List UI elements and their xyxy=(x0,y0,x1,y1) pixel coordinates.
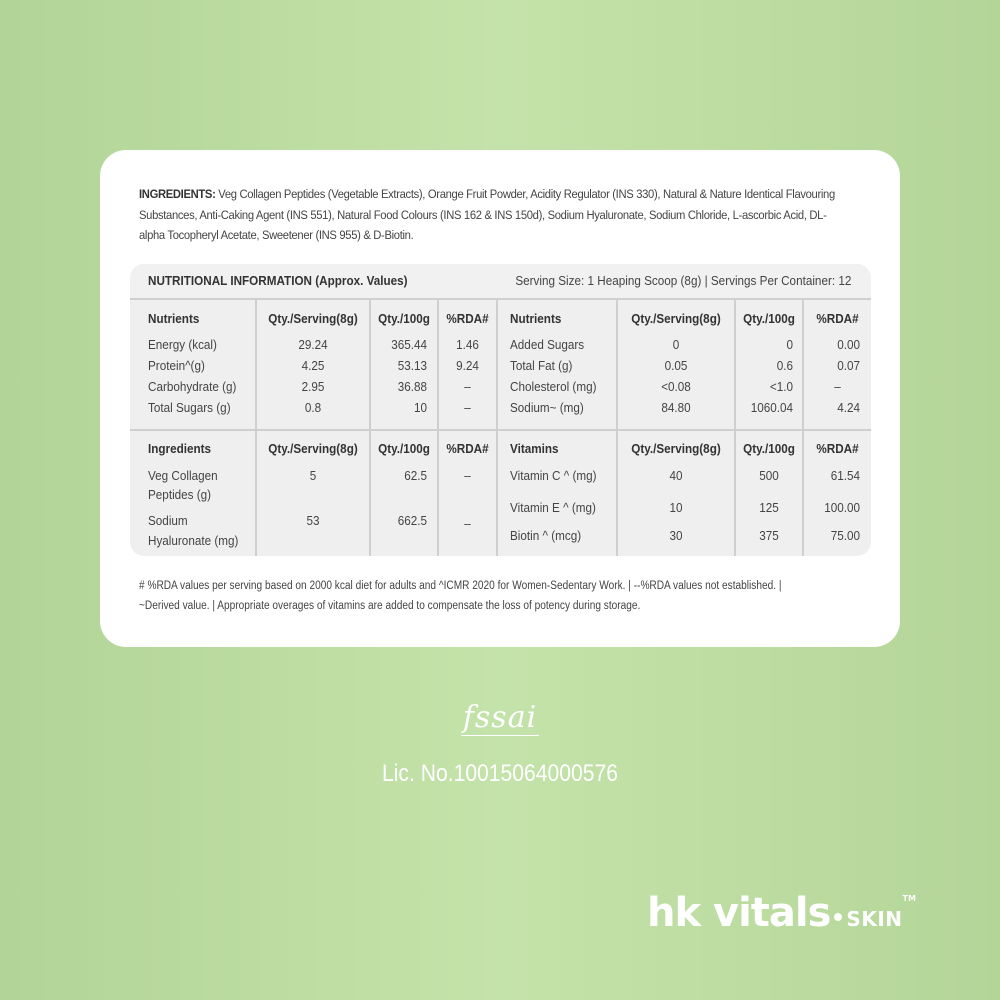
grid-line xyxy=(802,300,804,556)
qty-100g: 375 xyxy=(759,528,779,543)
rda-value: 61.54 xyxy=(830,468,860,483)
qty-serving: 5 xyxy=(309,468,317,483)
qty-serving: 0.05 xyxy=(664,358,688,373)
column-header: Qty./Serving(8g) xyxy=(268,441,358,456)
nutrient-name: Carbohydrate (g) xyxy=(148,379,237,394)
nutrition-table xyxy=(130,264,871,556)
nutrient-name: Total Fat (g) xyxy=(510,358,573,373)
column-header: Qty./100g xyxy=(743,441,795,456)
rda-value: 100.00 xyxy=(824,500,860,515)
column-header: Nutrients xyxy=(510,311,562,326)
grid-line xyxy=(616,300,618,556)
qty-serving: 0.8 xyxy=(304,400,322,415)
qty-serving: 10 xyxy=(669,500,683,515)
column-header: %RDA# xyxy=(446,441,489,456)
rda-value: – xyxy=(834,379,841,394)
ingredient-name-line2: Hyaluronate (mg) xyxy=(148,533,239,548)
column-header: Qty./Serving(8g) xyxy=(631,311,721,326)
rda-value: 0.00 xyxy=(837,337,860,352)
nutrient-name: Sodium~ (mg) xyxy=(510,400,584,415)
column-header: Vitamins xyxy=(510,441,559,456)
qty-serving: 84.80 xyxy=(661,400,691,415)
nutrient-name: Protein^(g) xyxy=(148,358,205,373)
ingredients-label: INGREDIENTS: xyxy=(139,187,216,201)
rda-value: 4.24 xyxy=(837,400,860,415)
rda-value: – xyxy=(464,400,471,415)
vitamin-name: Vitamin C ^ (mg) xyxy=(510,468,597,483)
qty-100g: 0 xyxy=(786,337,793,352)
rda-value: 0.07 xyxy=(837,358,860,373)
rda-value: – xyxy=(464,468,471,483)
qty-serving: 53 xyxy=(306,513,320,528)
column-header: Qty./100g xyxy=(743,311,795,326)
ingredient-name-line2: Peptides (g) xyxy=(148,487,212,502)
nutrient-name: Added Sugars xyxy=(510,337,585,352)
trademark: TM xyxy=(902,894,916,903)
footnote-line-1: # %RDA values per serving based on 2000 kcal diet for adults and ^ICMR 2020 for Women-Sedentary Work. | --%RDA values not established. | xyxy=(139,580,782,592)
vitamin-name: Biotin ^ (mcg) xyxy=(510,528,582,543)
column-header: Nutrients xyxy=(148,311,200,326)
nutrient-name: Energy (kcal) xyxy=(148,337,217,352)
nutrition-table-header xyxy=(130,264,871,300)
column-header: Qty./Serving(8g) xyxy=(631,441,721,456)
brand-logo xyxy=(647,890,916,936)
qty-100g: 500 xyxy=(759,468,779,483)
column-header: Qty./100g xyxy=(378,441,430,456)
vitamin-name: Vitamin E ^ (mg) xyxy=(510,500,596,515)
footnote-line-2: ~Derived value. | Appropriate overages of vitamins are added to compensate the loss of potency during storage. xyxy=(139,599,641,612)
serving-info: Serving Size: 1 Heaping Scoop (8g) | Servings Per Container: 12 xyxy=(514,273,851,288)
qty-100g: 662.5 xyxy=(397,513,427,528)
rda-value: – xyxy=(464,379,471,394)
ingredient-name: Sodium xyxy=(148,513,188,528)
column-header: %RDA# xyxy=(816,311,859,326)
qty-serving: 2.95 xyxy=(301,379,325,394)
column-header: %RDA# xyxy=(446,311,489,326)
qty-100g: 62.5 xyxy=(404,468,427,483)
qty-100g: 10 xyxy=(413,400,427,415)
grid-line xyxy=(255,300,257,556)
qty-100g: 0.6 xyxy=(776,358,793,373)
nutrition-table-title: NUTRITIONAL INFORMATION (Approx. Values) xyxy=(148,273,408,288)
column-header: %RDA# xyxy=(816,441,859,456)
qty-serving: 30 xyxy=(669,528,683,543)
grid-line xyxy=(734,300,736,556)
qty-100g: 36.88 xyxy=(397,379,427,394)
column-header: Qty./Serving(8g) xyxy=(268,311,358,326)
brand-dot-icon xyxy=(834,913,842,921)
nutrient-name: Cholesterol (mg) xyxy=(510,379,597,394)
ingredient-name: Veg Collagen xyxy=(148,468,218,483)
rda-value: 9.24 xyxy=(456,358,479,373)
license-number: Lic. No.10015064000576 xyxy=(381,760,619,787)
column-header: Ingredients xyxy=(148,441,212,456)
brand-name: hk vitals xyxy=(647,890,831,936)
qty-serving: 0 xyxy=(672,337,680,352)
grid-line xyxy=(130,429,871,431)
qty-100g: <1.0 xyxy=(769,379,793,394)
nutrient-name: Total Sugars (g) xyxy=(148,400,231,415)
grid-line xyxy=(496,300,498,556)
qty-100g: 53.13 xyxy=(397,358,427,373)
rda-value: 1.46 xyxy=(456,337,479,352)
qty-serving: 29.24 xyxy=(298,337,328,352)
footnote xyxy=(139,577,843,616)
grid-line xyxy=(369,300,371,556)
qty-100g: 365.44 xyxy=(391,337,427,352)
nutrition-label-card xyxy=(100,150,900,647)
qty-serving: 4.25 xyxy=(301,358,325,373)
qty-serving: 40 xyxy=(669,468,683,483)
qty-serving: <0.08 xyxy=(661,379,691,394)
fssai-logo-text: fssai xyxy=(462,700,538,735)
qty-100g: 1060.04 xyxy=(750,400,793,415)
rda-value: – xyxy=(464,516,471,531)
column-header: Qty./100g xyxy=(378,311,430,326)
ingredients-text xyxy=(139,184,847,246)
brand-sub: SKIN xyxy=(846,907,903,931)
qty-100g: 125 xyxy=(759,500,779,515)
rda-value: 75.00 xyxy=(830,528,860,543)
grid-line xyxy=(437,300,439,556)
fssai-logo xyxy=(0,700,1000,735)
ingredients-list: Veg Collagen Peptides (Vegetable Extracts), Orange Fruit Powder, Acidity Regulator (INS 330), Natural & Nature Identical Flavouring Substances, Anti-Caking Agent (INS 551), Natural Food Colours (INS 162 & INS 150d), Sodium Hyaluronate, Sodium Chloride, L-ascorbic Acid, DL-alpha Tocopheryl Acetate, Sweetener (INS 955) & D-Biotin. xyxy=(139,187,835,242)
